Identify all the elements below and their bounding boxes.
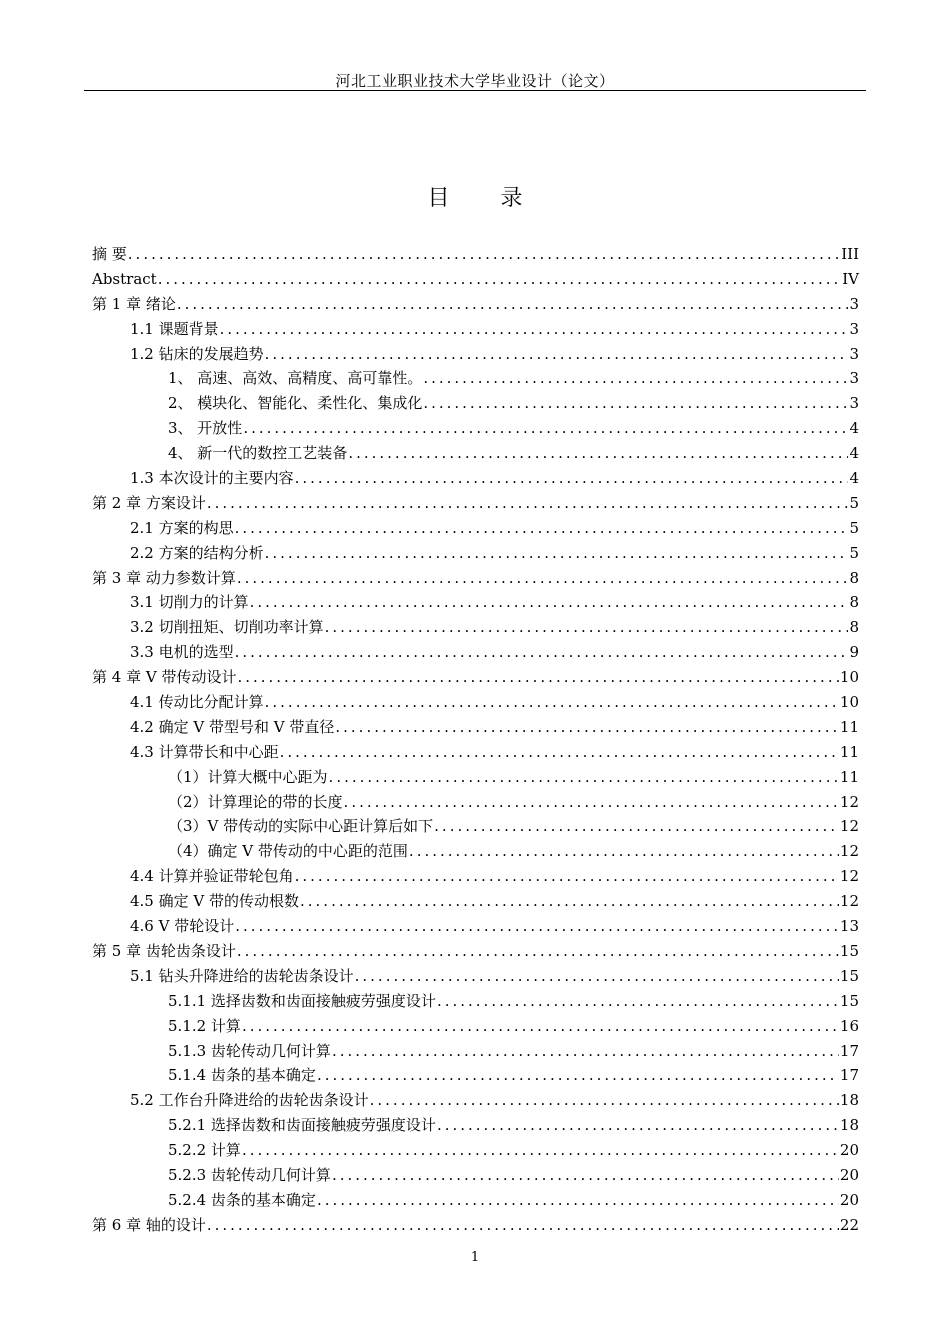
- toc-entry-label: 第 6 章 轴的设计: [92, 1215, 206, 1234]
- toc-entry-page: 4: [849, 469, 859, 488]
- toc-leader-dots: [207, 491, 849, 516]
- toc-entry-label: 3.1 切削力的计算: [130, 593, 249, 612]
- toc-entry-label: （3）V 带传动的实际中心距计算后如下: [168, 817, 434, 836]
- toc-entry-page: 4: [849, 444, 859, 463]
- toc-entry[interactable]: [92, 715, 859, 740]
- toc-entry-page: 11: [839, 717, 859, 736]
- toc-entry-label: 5.1 钻头升降进给的齿轮齿条设计: [130, 966, 354, 985]
- toc-leader-dots: [348, 441, 848, 466]
- header-rule: [84, 90, 866, 91]
- toc-entry[interactable]: [92, 566, 859, 591]
- toc-entry[interactable]: [92, 590, 859, 615]
- toc-entry-label: 5.2.3 齿轮传动几何计算: [168, 1165, 331, 1184]
- toc-entry-page: 4: [849, 419, 859, 438]
- toc-entry-label: 4.2 确定 V 带型号和 V 带直径: [130, 717, 335, 736]
- toc-leader-dots: [237, 939, 839, 964]
- toc-entry-page: 8: [849, 568, 859, 587]
- toc-entry-page: 5: [849, 543, 859, 562]
- toc-entry-page: 20: [839, 1141, 859, 1160]
- toc-entry[interactable]: [92, 939, 859, 964]
- toc-entry-label: （4）确定 V 带传动的中心距的范围: [168, 842, 408, 861]
- toc-entry-page: 12: [839, 867, 859, 886]
- toc-entry[interactable]: [92, 1213, 859, 1238]
- toc-entry-page: 3: [849, 394, 859, 413]
- toc-entry-label: 3.3 电机的选型: [130, 643, 234, 662]
- toc-entry-label: 第 5 章 齿轮齿条设计: [92, 941, 236, 960]
- toc-leader-dots: [243, 416, 848, 441]
- toc-entry-label: 第 2 章 方案设计: [92, 493, 206, 512]
- toc-entry[interactable]: [92, 864, 859, 889]
- toc-entry[interactable]: [92, 541, 859, 566]
- toc-entry-label: 4.4 计算并验证带轮包角: [130, 867, 294, 886]
- toc-entry-page: 3: [849, 294, 859, 313]
- toc-entry[interactable]: [92, 242, 859, 267]
- toc-entry-page: 8: [849, 593, 859, 612]
- page-number: 1: [470, 1250, 480, 1265]
- toc-leader-dots: [325, 615, 849, 640]
- toc-leader-dots: [242, 1138, 839, 1163]
- toc-leader-dots: [332, 1039, 839, 1064]
- toc-entry-label: 3、 开放性: [168, 419, 243, 438]
- toc-entry[interactable]: [92, 317, 859, 342]
- toc-entry[interactable]: [92, 416, 859, 441]
- toc-entry-label: 2.2 方案的结构分析: [130, 543, 264, 562]
- toc-entry-page: III: [841, 245, 859, 263]
- toc-entry-label: 5.2.4 齿条的基本确定: [168, 1190, 316, 1209]
- toc-entry-label: 1.2 钻床的发展趋势: [130, 344, 264, 363]
- toc-entry-label: 1、 高速、高效、高精度、高可靠性。: [168, 369, 423, 388]
- toc-entry-page: 17: [839, 1066, 859, 1085]
- toc-entry-label: 5.2.1 选择齿数和齿面接触疲劳强度设计: [168, 1116, 436, 1135]
- toc-entry-page: 3: [849, 319, 859, 338]
- toc-entry[interactable]: [92, 441, 859, 466]
- toc-entry-page: 17: [839, 1041, 859, 1060]
- toc-leader-dots: [177, 292, 849, 317]
- toc-leader-dots: [280, 740, 839, 765]
- toc-entry-label: 5.1.4 齿条的基本确定: [168, 1066, 316, 1085]
- toc-leader-dots: [237, 566, 849, 591]
- toc-entry[interactable]: [92, 964, 859, 989]
- toc-entry[interactable]: [92, 391, 859, 416]
- toc-entry[interactable]: [92, 342, 859, 367]
- toc-leader-dots: [207, 1213, 839, 1238]
- toc-leader-dots: [265, 342, 849, 367]
- toc-entry-label: 4.3 计算带长和中心距: [130, 742, 279, 761]
- toc-entry-page: 20: [839, 1190, 859, 1209]
- toc-entry-page: 13: [839, 917, 859, 936]
- table-of-contents: [92, 242, 859, 1238]
- toc-entry-page: 12: [839, 817, 859, 836]
- toc-entry-page: 11: [839, 742, 859, 761]
- toc-entry[interactable]: [92, 466, 859, 491]
- toc-entry[interactable]: [92, 740, 859, 765]
- toc-entry[interactable]: [92, 1014, 859, 1039]
- toc-entry[interactable]: [92, 292, 859, 317]
- toc-entry-label: 5.1.3 齿轮传动几何计算: [168, 1041, 331, 1060]
- toc-entry-label: Abstract: [92, 269, 157, 288]
- toc-entry[interactable]: [92, 1113, 859, 1138]
- toc-leader-dots: [128, 242, 840, 267]
- toc-entry[interactable]: [92, 1163, 859, 1188]
- toc-leader-dots: [370, 1088, 839, 1113]
- toc-leader-dots: [423, 391, 848, 416]
- toc-entry[interactable]: [92, 839, 859, 864]
- toc-entry-label: （2）计算理论的带的长度: [168, 792, 343, 811]
- toc-entry-page: 10: [839, 693, 859, 712]
- toc-leader-dots: [235, 914, 839, 939]
- toc-leader-dots: [344, 790, 839, 815]
- toc-entry-label: 摘 要: [92, 245, 127, 263]
- toc-entry[interactable]: [92, 1063, 859, 1088]
- toc-entry-label: 5.2.2 计算: [168, 1141, 241, 1160]
- toc-leader-dots: [250, 590, 849, 615]
- toc-entry-page: 3: [849, 344, 859, 363]
- toc-entry-label: 第 1 章 绪论: [92, 294, 176, 313]
- toc-entry[interactable]: [92, 889, 859, 914]
- toc-entry-page: 22: [839, 1215, 859, 1234]
- toc-leader-dots: [242, 1014, 839, 1039]
- toc-leader-dots: [317, 1188, 839, 1213]
- toc-entry-label: 5.2 工作台升降进给的齿轮齿条设计: [130, 1091, 369, 1110]
- toc-entry[interactable]: [92, 814, 859, 839]
- toc-leader-dots: [158, 267, 842, 292]
- toc-entry-label: 4、 新一代的数控工艺装备: [168, 444, 348, 463]
- toc-entry-page: 20: [839, 1165, 859, 1184]
- toc-leader-dots: [335, 715, 839, 740]
- toc-entry[interactable]: [92, 989, 859, 1014]
- toc-entry-page: 9: [849, 643, 859, 662]
- toc-entry-label: 4.6 V 带轮设计: [130, 917, 235, 936]
- toc-entry[interactable]: [92, 1039, 859, 1064]
- toc-entry[interactable]: [92, 790, 859, 815]
- toc-entry[interactable]: [92, 665, 859, 690]
- toc-entry[interactable]: [92, 615, 859, 640]
- toc-entry-page: 15: [839, 966, 859, 985]
- toc-entry[interactable]: [92, 516, 859, 541]
- toc-entry-label: 5.1.2 计算: [168, 1016, 241, 1035]
- toc-entry-page: 16: [839, 1016, 859, 1035]
- toc-entry-label: 第 3 章 动力参数计算: [92, 568, 236, 587]
- toc-entry[interactable]: [92, 1138, 859, 1163]
- toc-entry-page: 5: [849, 493, 859, 512]
- toc-leader-dots: [265, 690, 839, 715]
- toc-entry-label: 2.1 方案的构思: [130, 518, 234, 537]
- toc-leader-dots: [434, 814, 839, 839]
- toc-entry-label: 2、 模块化、智能化、柔性化、集成化: [168, 394, 423, 413]
- page-title: 目 录: [427, 186, 545, 211]
- toc-entry-page: 18: [839, 1091, 859, 1110]
- toc-entry-label: （1）计算大概中心距为: [168, 767, 328, 786]
- toc-entry-label: 1.1 课题背景: [130, 319, 219, 338]
- toc-entry-label: 4.1 传动比分配计算: [130, 693, 264, 712]
- toc-entry-page: 3: [849, 369, 859, 388]
- toc-leader-dots: [437, 989, 839, 1014]
- toc-entry[interactable]: [92, 914, 859, 939]
- toc-entry-label: 第 4 章 V 带传动设计: [92, 668, 237, 687]
- toc-entry[interactable]: [92, 1088, 859, 1113]
- toc-entry[interactable]: [92, 267, 859, 292]
- toc-entry-page: 12: [839, 792, 859, 811]
- toc-leader-dots: [295, 466, 849, 491]
- running-header: 河北工业职业技术大学毕业设计（论文）: [335, 72, 615, 90]
- toc-entry-page: 15: [839, 941, 859, 960]
- toc-leader-dots: [265, 541, 849, 566]
- toc-leader-dots: [295, 864, 839, 889]
- toc-entry-page: 12: [839, 842, 859, 861]
- toc-entry[interactable]: [92, 491, 859, 516]
- toc-entry[interactable]: [92, 690, 859, 715]
- toc-leader-dots: [317, 1063, 839, 1088]
- toc-leader-dots: [300, 889, 839, 914]
- toc-leader-dots: [437, 1113, 839, 1138]
- toc-leader-dots: [329, 765, 839, 790]
- toc-leader-dots: [423, 366, 848, 391]
- toc-leader-dots: [220, 317, 849, 342]
- toc-entry-label: 5.1.1 选择齿数和齿面接触疲劳强度设计: [168, 991, 436, 1010]
- toc-entry[interactable]: [92, 366, 859, 391]
- toc-entry-label: 3.2 切削扭矩、切削功率计算: [130, 618, 324, 637]
- toc-leader-dots: [237, 665, 838, 690]
- toc-entry-page: IV: [842, 269, 859, 288]
- toc-leader-dots: [235, 640, 849, 665]
- toc-entry-page: 8: [849, 618, 859, 637]
- toc-entry-label: 1.3 本次设计的主要内容: [130, 469, 294, 488]
- toc-entry-label: 4.5 确定 V 带的传动根数: [130, 892, 299, 911]
- toc-leader-dots: [409, 839, 839, 864]
- toc-entry-page: 12: [839, 892, 859, 911]
- toc-entry-page: 10: [839, 668, 859, 687]
- toc-entry[interactable]: [92, 1188, 859, 1213]
- toc-entry[interactable]: [92, 765, 859, 790]
- toc-entry-page: 11: [839, 767, 859, 786]
- toc-entry-page: 15: [839, 991, 859, 1010]
- toc-leader-dots: [332, 1163, 839, 1188]
- toc-leader-dots: [235, 516, 849, 541]
- toc-entry-page: 18: [839, 1116, 859, 1135]
- toc-entry-page: 5: [849, 518, 859, 537]
- toc-leader-dots: [355, 964, 839, 989]
- toc-entry[interactable]: [92, 640, 859, 665]
